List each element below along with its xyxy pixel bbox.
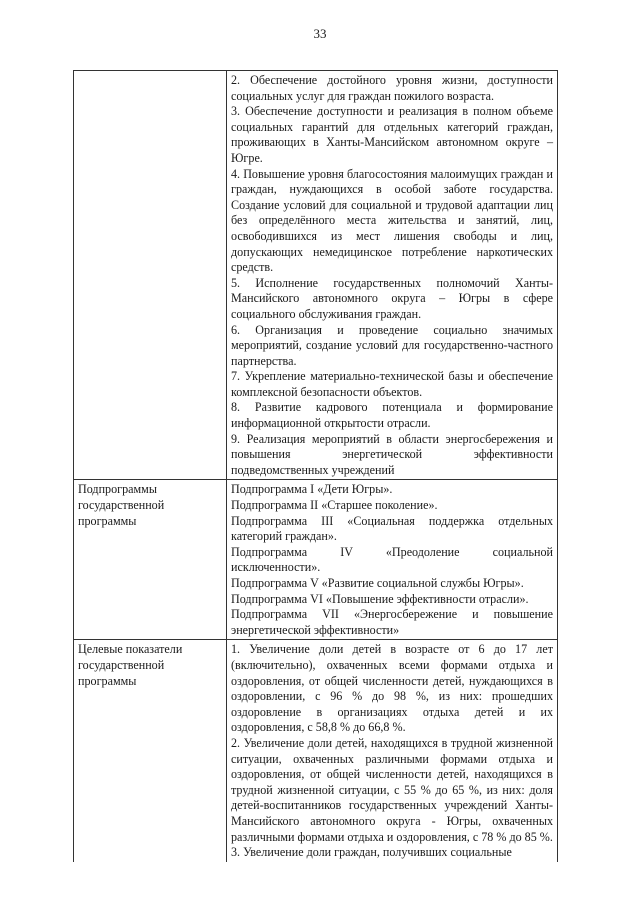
row-content [227,480,558,640]
subprogram-item: Подпрограмма IV «Преодоление социальной исключенности». [231,544,553,575]
row-content [227,640,558,862]
row-label [74,71,227,480]
page-number: 33 [313,26,327,41]
row-label: Целевые показатели государственной программы [74,640,227,862]
table-row-subprograms [74,480,558,640]
subprogram-item: Подпрограмма III «Социальная поддержка отдельных категорий граждан». [231,513,553,544]
program-passport-table [73,70,558,862]
row-content [227,71,558,480]
indicator-item: 2. Увеличение доли детей, находящихся в трудной жизненной ситуации, охваченных различными формами отдыха и оздоровления, от общей численности детей, находящихся в трудной жизненной ситуации, с 55 % до 65 %, из них: доля детей-воспитанников государственных учреждений Ханты-Мансийского автономного округа - Югры, охваченных различными формами отдыха и оздоровления, с 78 % до 85 %. [231,735,553,844]
subprogram-item: Подпрограмма V «Развитие социальной службы Югры». [231,576,524,590]
indicator-item: 3. Увеличение доли граждан, получивших социальные [231,845,512,860]
table-row-indicators [74,640,558,862]
table-row-goals [74,71,558,480]
goal-item: 5. Исполнение государственных полномочий Ханты-Мансийского автономного округа – Югры в сфере социального обслуживания граждан. [231,275,553,321]
row-label: Подпрограммы государственной программы [74,480,227,640]
subprogram-item: Подпрограмма VII «Энергосбережение и повышение энергетической эффективности» [231,607,553,637]
subprogram-item: Подпрограмма VI «Повышение эффективности отрасли». [231,591,529,606]
goal-item: 6. Организация и проведение социально значимых мероприятий, создание условий для государственно-частного партнерства. [231,322,553,368]
indicator-item: 1. Увеличение доли детей в возрасте от 6 до 17 лет (включительно), охваченных всеми формами отдыха и оздоровления, от общей численности детей, нуждающихся в оздоровлении, с 96 % до 98 %, из них: прошедших оздоровление в организациях отдыха детей и их оздоровления, с 58,8 % до 66,8 %. [231,642,553,735]
subprogram-item: Подпрограмма II «Старшее поколение». [231,498,438,513]
goal-item: 4. Повышение уровня благосостояния малоимущих граждан и граждан, нуждающихся в особой заботе государства. Создание условий для социальной и трудовой адаптации лиц без определённого места жительства и занятий, лиц, освободившихся из мест лишения свободы и лиц, допускающих немедицинское потребление наркотических средств. [231,166,553,275]
goal-item: 7. Укрепление материально-технической базы и обеспечение комплексной безопасности объектов. [231,369,553,399]
goal-item: 9. Реализация мероприятий в области энергосбережения и повышения энергетической эффективности подведомственных учреждений [231,431,553,477]
goal-item: 2. Обеспечение достойного уровня жизни, доступности социальных услуг для граждан пожилого возраста. [231,73,553,103]
goal-item: 3. Обеспечение доступности и реализация в полном объеме социальных гарантий для отдельных категорий граждан, проживающих в Ханты-Мансийском автономном округе – Югре. [231,104,553,165]
goal-item: 8. Развитие кадрового потенциала и формирование информационной открытости отрасли. [231,400,553,431]
subprogram-item: Подпрограмма I «Дети Югры». [231,482,393,497]
